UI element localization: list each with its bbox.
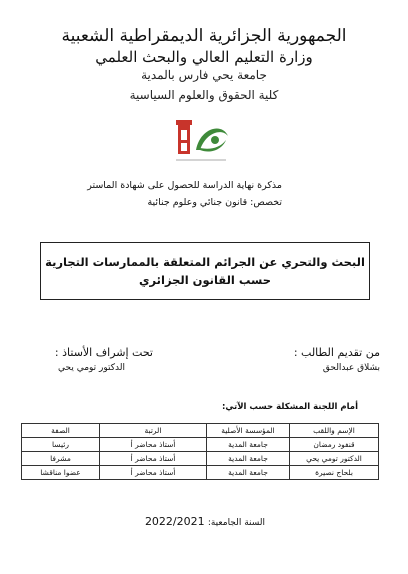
jury-cell-role: مشرفا bbox=[22, 452, 100, 466]
jury-cell-institution: جامعة المدية bbox=[207, 438, 290, 452]
academic-year bbox=[130, 515, 280, 528]
jury-cell-rank: أستاذ محاضر أ bbox=[100, 438, 207, 452]
jury-header-institution: المؤسسة الأصلية bbox=[207, 424, 290, 438]
supervisor-name: الدكتور تومي يحي bbox=[58, 363, 125, 373]
jury-cell-rank: أستاذ محاضر أ bbox=[100, 452, 207, 466]
table-row bbox=[22, 438, 379, 452]
jury-table-header-row bbox=[22, 424, 379, 438]
faculty-heading: كلية الحقوق والعلوم السياسية bbox=[129, 88, 279, 102]
republic-heading: الجمهورية الجزائرية الديمقراطية الشعبية bbox=[61, 26, 347, 46]
university-logo bbox=[170, 110, 232, 168]
jury-cell-name: الدكتور تومي يحي bbox=[290, 452, 379, 466]
jury-cell-name: بلحاج نصيرة bbox=[290, 466, 379, 480]
jury-header-rank: الرتبة bbox=[100, 424, 207, 438]
jury-header-role: الصفة bbox=[22, 424, 100, 438]
jury-cell-role: عضوا مناقشا bbox=[22, 466, 100, 480]
thesis-title-box bbox=[40, 242, 370, 300]
thesis-title-line-2: حسب القانون الجزائري bbox=[138, 273, 272, 287]
thesis-title-line-1: البحث والتحري عن الجرائم المتعلقة بالممارسات التجارية bbox=[45, 255, 365, 269]
committee-label: أمام اللجنة المشكلة حسب الآتي: bbox=[222, 402, 358, 412]
academic-year-label: السنة الجامعية: bbox=[207, 518, 266, 528]
specialty-line: تخصص: قانون جنائي وعلوم جنائية bbox=[147, 197, 282, 208]
student-name: بشلاق عبدالحق bbox=[322, 363, 380, 373]
student-label: من تقديم الطالب : bbox=[293, 346, 380, 359]
jury-cell-institution: جامعة المدية bbox=[207, 452, 290, 466]
jury-cell-rank: أستاذ محاضر أ bbox=[100, 466, 207, 480]
academic-year-value: 2022/2021 bbox=[144, 515, 205, 528]
jury-cell-role: رئيسا bbox=[22, 438, 100, 452]
jury-table bbox=[21, 423, 379, 480]
university-heading: جامعة يحي فارس بالمدية bbox=[141, 68, 267, 82]
table-row bbox=[22, 452, 379, 466]
jury-cell-name: قنفود رمضان bbox=[290, 438, 379, 452]
jury-header-name: الإسم واللقب bbox=[290, 424, 379, 438]
jury-cell-institution: جامعة المدية bbox=[207, 466, 290, 480]
memo-description: مذكرة نهاية الدراسة للحصول على شهادة الماستر bbox=[87, 180, 282, 191]
supervisor-label: تحت إشراف الأستاذ : bbox=[54, 346, 153, 359]
ministry-heading: وزارة التعليم العالي والبحث العلمي bbox=[95, 48, 313, 66]
table-row bbox=[22, 466, 379, 480]
